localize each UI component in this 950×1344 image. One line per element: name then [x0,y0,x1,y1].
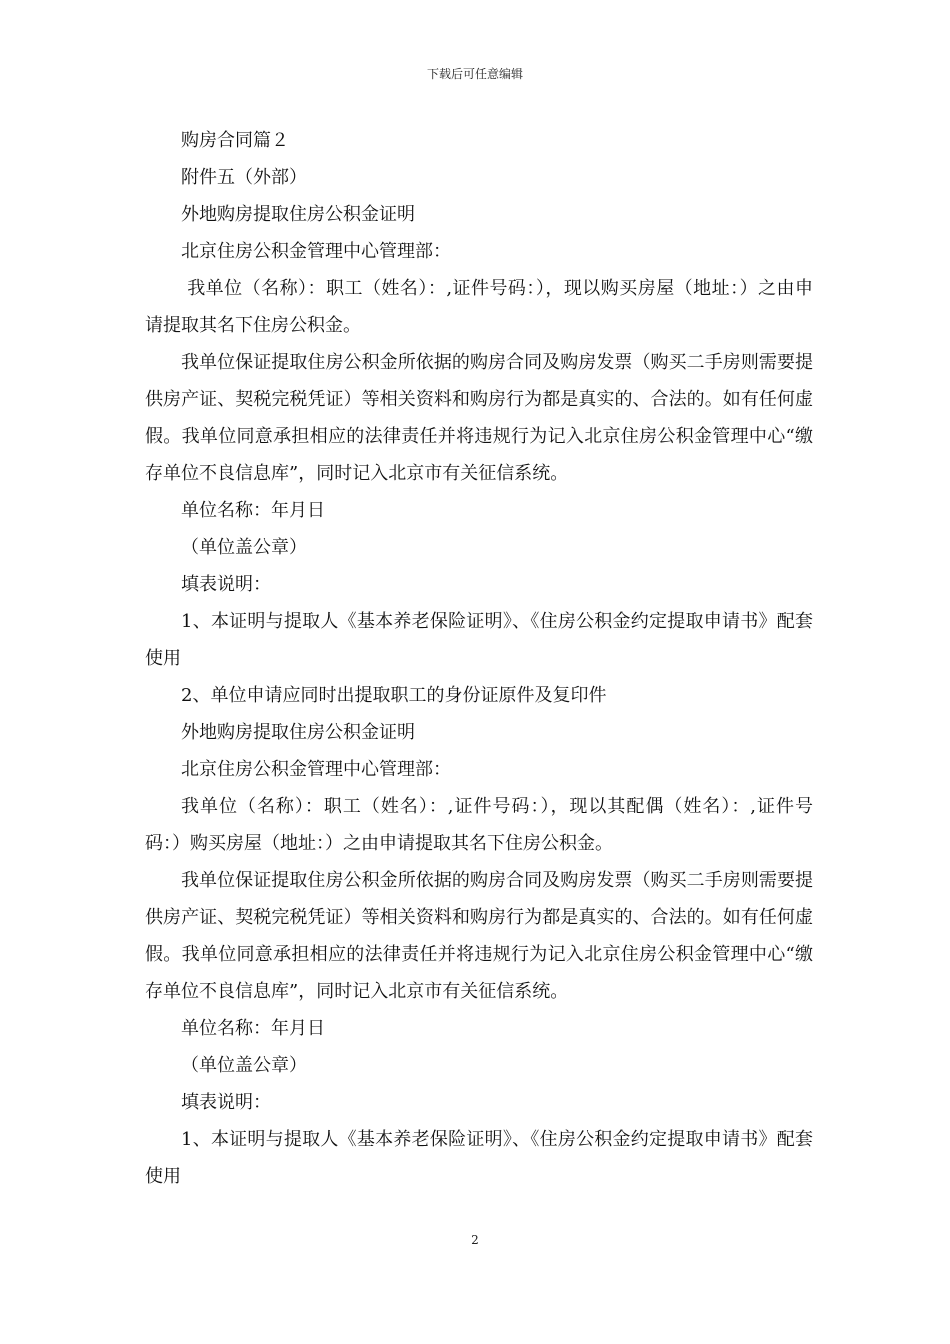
instructions-heading: 填表说明： [181,574,271,595]
instructions-heading: 填表说明： [181,1092,271,1113]
attachment-label: 附件五（外部） [181,167,307,188]
statement-paragraph: 我单位（名称）：职工（姓名）：,证件号码：），现以其配偶（姓名）：,证件号码：）购买房屋（地址：）之由申请提取其名下住房公积金。 [145,796,813,854]
unit-name-date: 单位名称：年月日 [181,1018,325,1039]
seal-note: （单位盖公章） [181,1055,307,1076]
document-body [145,122,813,1195]
instruction-item: 2、单位申请应同时出提取职工的身份证原件及复印件 [181,685,607,706]
certificate-title: 外地购房提取住房公积金证明 [181,204,415,225]
seal-note: （单位盖公章） [181,537,307,558]
instruction-item: 1、本证明与提取人《基本养老保险证明》、《住房公积金约定提取申请书》配套使用 [145,611,813,669]
page-header: 下载后可任意编辑 [426,67,523,81]
guarantee-paragraph: 我单位保证提取住房公积金所依据的购房合同及购房发票（购买二手房则需要提供房产证、契税完税凭证）等相关资料和购房行为都是真实的、合法的。如有任何虚假。我单位同意承担相应的法律责任并将违规行为记入北京住房公积金管理中心“缴存单位不良信息库”，同时记入北京市有关征信系统。 [145,352,813,484]
page-number: 2 [471,1233,479,1247]
instruction-item: 1、本证明与提取人《基本养老保险证明》、《住房公积金约定提取申请书》配套使用 [145,1129,813,1187]
addressee: 北京住房公积金管理中心管理部： [181,759,451,780]
statement-paragraph: 我单位（名称）：职工（姓名）：,证件号码：），现以购买房屋（地址：）之由申请提取其名下住房公积金。 [145,278,813,336]
guarantee-paragraph: 我单位保证提取住房公积金所依据的购房合同及购房发票（购买二手房则需要提供房产证、契税完税凭证）等相关资料和购房行为都是真实的、合法的。如有任何虚假。我单位同意承担相应的法律责任并将违规行为记入北京住房公积金管理中心“缴存单位不良信息库”，同时记入北京市有关征信系统。 [145,870,813,1002]
certificate-title: 外地购房提取住房公积金证明 [181,722,415,743]
unit-name-date: 单位名称：年月日 [181,500,325,521]
document-title: 购房合同篇２ [181,130,289,151]
addressee: 北京住房公积金管理中心管理部： [181,241,451,262]
